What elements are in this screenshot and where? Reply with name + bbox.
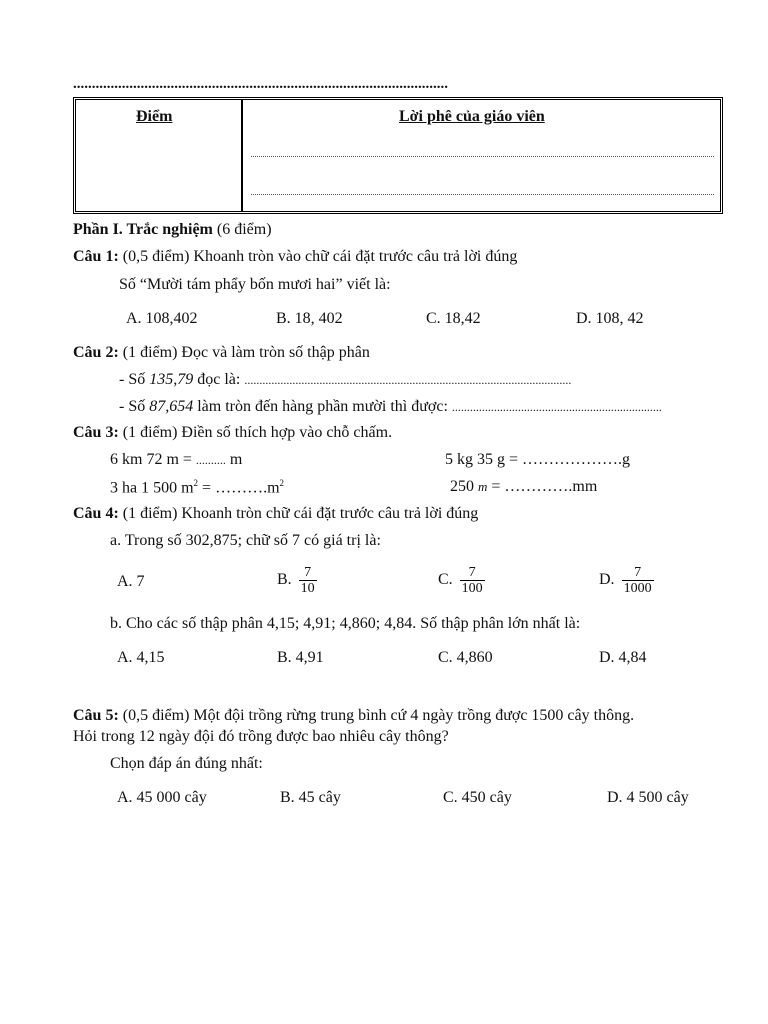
q3-c-exponent: 2 [193, 478, 199, 488]
score-header: Điểm [136, 108, 173, 125]
q1-option-a[interactable]: A. 108,402 [126, 310, 198, 327]
q1-text: (0,5 điểm) Khoanh tròn vào chữ cái đặt trước câu trả lời đúng [122, 248, 518, 265]
q2-text: (1 điểm) Đọc và làm tròn số thập phân [122, 344, 370, 361]
fraction-numerator: 7 [304, 565, 312, 580]
q2-line2-pre: - Số [119, 398, 150, 415]
q2-line1-post: đọc là: [193, 371, 245, 388]
box-divider [241, 100, 243, 211]
part1-points: (6 điểm) [216, 221, 272, 238]
fraction-denominator: 100 [461, 581, 483, 596]
q4a-prompt: a. Trong số 302,875; chữ số 7 có giá trị là: [110, 532, 381, 549]
fraction-numerator: 7 [634, 565, 642, 580]
q4a-option-c-fraction [460, 565, 485, 596]
q3-d-prefix: 250 [450, 478, 478, 495]
q1-label: Câu 1: [73, 248, 119, 265]
part1-heading [73, 221, 272, 239]
q2-line2-post: làm tròn đến hàng phần mười thì được: [193, 398, 452, 415]
fraction-denominator: 10 [300, 581, 315, 596]
q5-text: (0,5 điểm) Một đội trồng rừng trung bình cứ 4 ngày trồng được 1500 cây thông. [122, 707, 635, 724]
q4a-option-b-fraction [299, 565, 317, 596]
q1-option-b[interactable]: B. 18, 402 [276, 310, 343, 327]
q2-line2-number: 87,654 [149, 398, 194, 415]
q3-a-unit: m [225, 451, 243, 468]
q5-option-b[interactable]: B. 45 cây [280, 789, 341, 806]
q3-c-exponent-2: 2 [279, 478, 285, 488]
q3-item-c[interactable] [110, 478, 284, 497]
q4a-option-b-letter: B. [277, 571, 292, 589]
q5-option-d[interactable]: D. 4 500 cây [607, 789, 689, 806]
q2-label: Câu 2: [73, 344, 119, 361]
q4-label: Câu 4: [73, 505, 119, 522]
q1-option-d[interactable]: D. 108, 42 [576, 310, 644, 327]
q4b-prompt: b. Cho các số thập phân 4,15; 4,91; 4,860; 4,84. Số thập phân lớn nhất là: [110, 615, 581, 632]
q1-prompt: Số “Mười tám phẩy bốn mươi hai” viết là: [119, 276, 391, 293]
q3-text: (1 điểm) Điền số thích hợp vào chỗ chấm. [122, 424, 393, 441]
score-comment-box [73, 97, 723, 214]
student-name-line: .................................................................................................... [73, 76, 448, 92]
part1-title: Phần I. Trắc nghiệm [73, 221, 213, 238]
q3-item-a [110, 451, 242, 469]
q3-label: Câu 3: [73, 424, 119, 441]
q3-item-b[interactable]: 5 kg 35 g = ……………….g [445, 451, 631, 468]
comment-line-1 [251, 156, 714, 157]
q4-heading [73, 505, 478, 523]
q4b-option-d[interactable]: D. 4,84 [599, 649, 647, 666]
q4b-option-b[interactable]: B. 4,91 [277, 649, 324, 666]
comment-header: Lời phê của giáo viên [399, 108, 545, 125]
q2-line1-number: 135,79 [149, 371, 194, 388]
q5-prompt: Chọn đáp án đúng nhất: [110, 755, 263, 772]
q2-line-1 [119, 371, 571, 389]
q3-a-prefix: 6 km 72 m = [110, 451, 196, 468]
q4a-option-d[interactable] [599, 565, 654, 596]
q4a-option-c[interactable] [438, 565, 485, 596]
q3-a-blank[interactable]: .......... [195, 453, 226, 467]
q2-line1-pre: - Số [119, 371, 150, 388]
q2-heading [73, 344, 370, 362]
q2-line1-answer-blank[interactable]: ............................................................................................................. [244, 373, 572, 387]
q3-heading [73, 424, 392, 442]
q3-c-prefix: 3 ha 1 500 m [110, 479, 194, 497]
q1-heading [73, 248, 517, 266]
q3-d-blank: = ………….mm [487, 478, 598, 495]
q4a-option-c-letter: C. [438, 571, 453, 589]
q2-line2-answer-blank[interactable]: ...................................................................... [451, 400, 662, 414]
q3-item-d[interactable] [450, 478, 597, 496]
comment-line-2 [251, 194, 714, 195]
q3-c-blank: = ……….m [198, 479, 280, 497]
fraction-numerator: 7 [468, 565, 476, 580]
q4b-option-c[interactable]: C. 4,860 [438, 649, 493, 666]
q5-option-a[interactable]: A. 45 000 cây [117, 789, 207, 806]
q5-label: Câu 5: [73, 707, 119, 724]
q1-option-c[interactable]: C. 18,42 [426, 310, 481, 327]
q4a-option-b[interactable] [277, 565, 317, 596]
q3-d-unit-m: m [478, 479, 488, 494]
q5-heading [73, 707, 634, 725]
q4a-option-d-fraction [622, 565, 654, 596]
q4a-option-d-letter: D. [599, 571, 615, 589]
q5-text-2: Hỏi trong 12 ngày đội đó trồng được bao nhiêu cây thông? [73, 728, 449, 745]
q4b-option-a[interactable]: A. 4,15 [117, 649, 165, 666]
q5-option-c[interactable]: C. 450 cây [443, 789, 512, 806]
q4a-option-a[interactable]: A. 7 [117, 573, 145, 590]
q2-line-2 [119, 398, 662, 416]
q4-text: (1 điểm) Khoanh tròn chữ cái đặt trước câu trả lời đúng [122, 505, 479, 522]
fraction-denominator: 1000 [623, 581, 652, 596]
